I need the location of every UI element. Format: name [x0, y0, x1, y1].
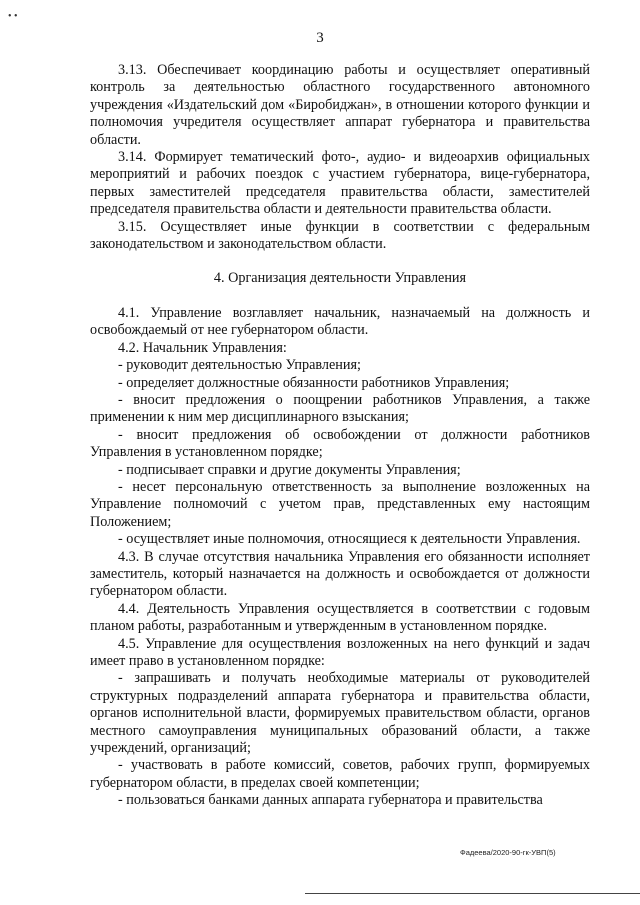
paragraph-4-4: 4.4. Деятельность Управления осуществляется в соответствии с годовым планом работы, разработанным и утвержденным в установленном порядке.	[90, 600, 590, 635]
paragraph-4-3: 4.3. В случае отсутствия начальника Управления его обязанности исполняет заместитель, который назначается на должность и освобождается от должности губернатором области.	[90, 548, 590, 600]
paragraph-4-1: 4.1. Управление возглавляет начальник, назначаемый на должность и освобождаемый от нее губернатором области.	[90, 304, 590, 339]
list-item: - осуществляет иные полномочия, относящиеся к деятельности Управления.	[118, 531, 581, 548]
paragraph-4-2: 4.2. Начальник Управления:	[118, 339, 287, 356]
footer-document-code: Фадеева/2020-90-гк-УВП(5)	[460, 848, 556, 857]
paragraph-4-5: 4.5. Управление для осуществления возложенных на него функций и задач имеет право в установленном порядке:	[90, 635, 590, 669]
corner-marks: • •	[8, 11, 18, 22]
section-heading: 4. Организация деятельности Управления	[213, 270, 467, 287]
list-item: - участвовать в работе комиссий, советов, рабочих групп, формируемых губернатором области, в пределах своей компетенции;	[90, 757, 590, 791]
page-number: 3	[316, 30, 324, 46]
list-item: - запрашивать и получать необходимые материалы от руководителей структурных подразделений аппарата губернатора и правительства области, органов исполнительной власти, формируемых правительством области, органов местного самоуправления муниципальных образований области, а также учреждений, организаций;	[90, 670, 590, 757]
paragraph-3-13: 3.13. Обеспечивает координацию работы и осуществляет оперативный контроль за деятельностью областного государственного автономного учреждения «Издательский дом «Биробиджан», в отношении которого функции и полномочия учредителя осуществляет аппарат губернатора и правительства области.	[90, 62, 590, 148]
list-item: - пользоваться банками данных аппарата губернатора и правительства	[118, 792, 543, 809]
list-item: - вносит предложения о поощрении работников Управления, а также применении к ним мер дисциплинарного взыскания;	[90, 391, 590, 426]
list-item: - подписывает справки и другие документы Управления;	[118, 461, 461, 478]
list-item: - вносит предложения об освобождении от должности работников Управления в установленном порядке;	[90, 426, 590, 461]
paragraph-3-14: 3.14. Формирует тематический фото-, аудио- и видеоархив официальных мероприятий и рабочих поездок с участием губернатора, вице-губернатора, первых заместителей председателя правительства области, заместителей председателя правительства области и деятельности правительства области.	[90, 149, 590, 218]
paragraph-3-15: 3.15. Осуществляет иные функции в соответствии с федеральным законодательством и законодательством области.	[90, 218, 590, 253]
list-item: - определяет должностные обязанности работников Управления;	[118, 374, 510, 391]
document-body	[90, 62, 590, 810]
footer-divider	[305, 893, 640, 894]
list-item: - несет персональную ответственность за выполнение возложенных на Управление полномочий с учетом прав, представленных ему настоящим Положением;	[90, 478, 590, 530]
list-item: - руководит деятельностью Управления;	[118, 357, 361, 374]
